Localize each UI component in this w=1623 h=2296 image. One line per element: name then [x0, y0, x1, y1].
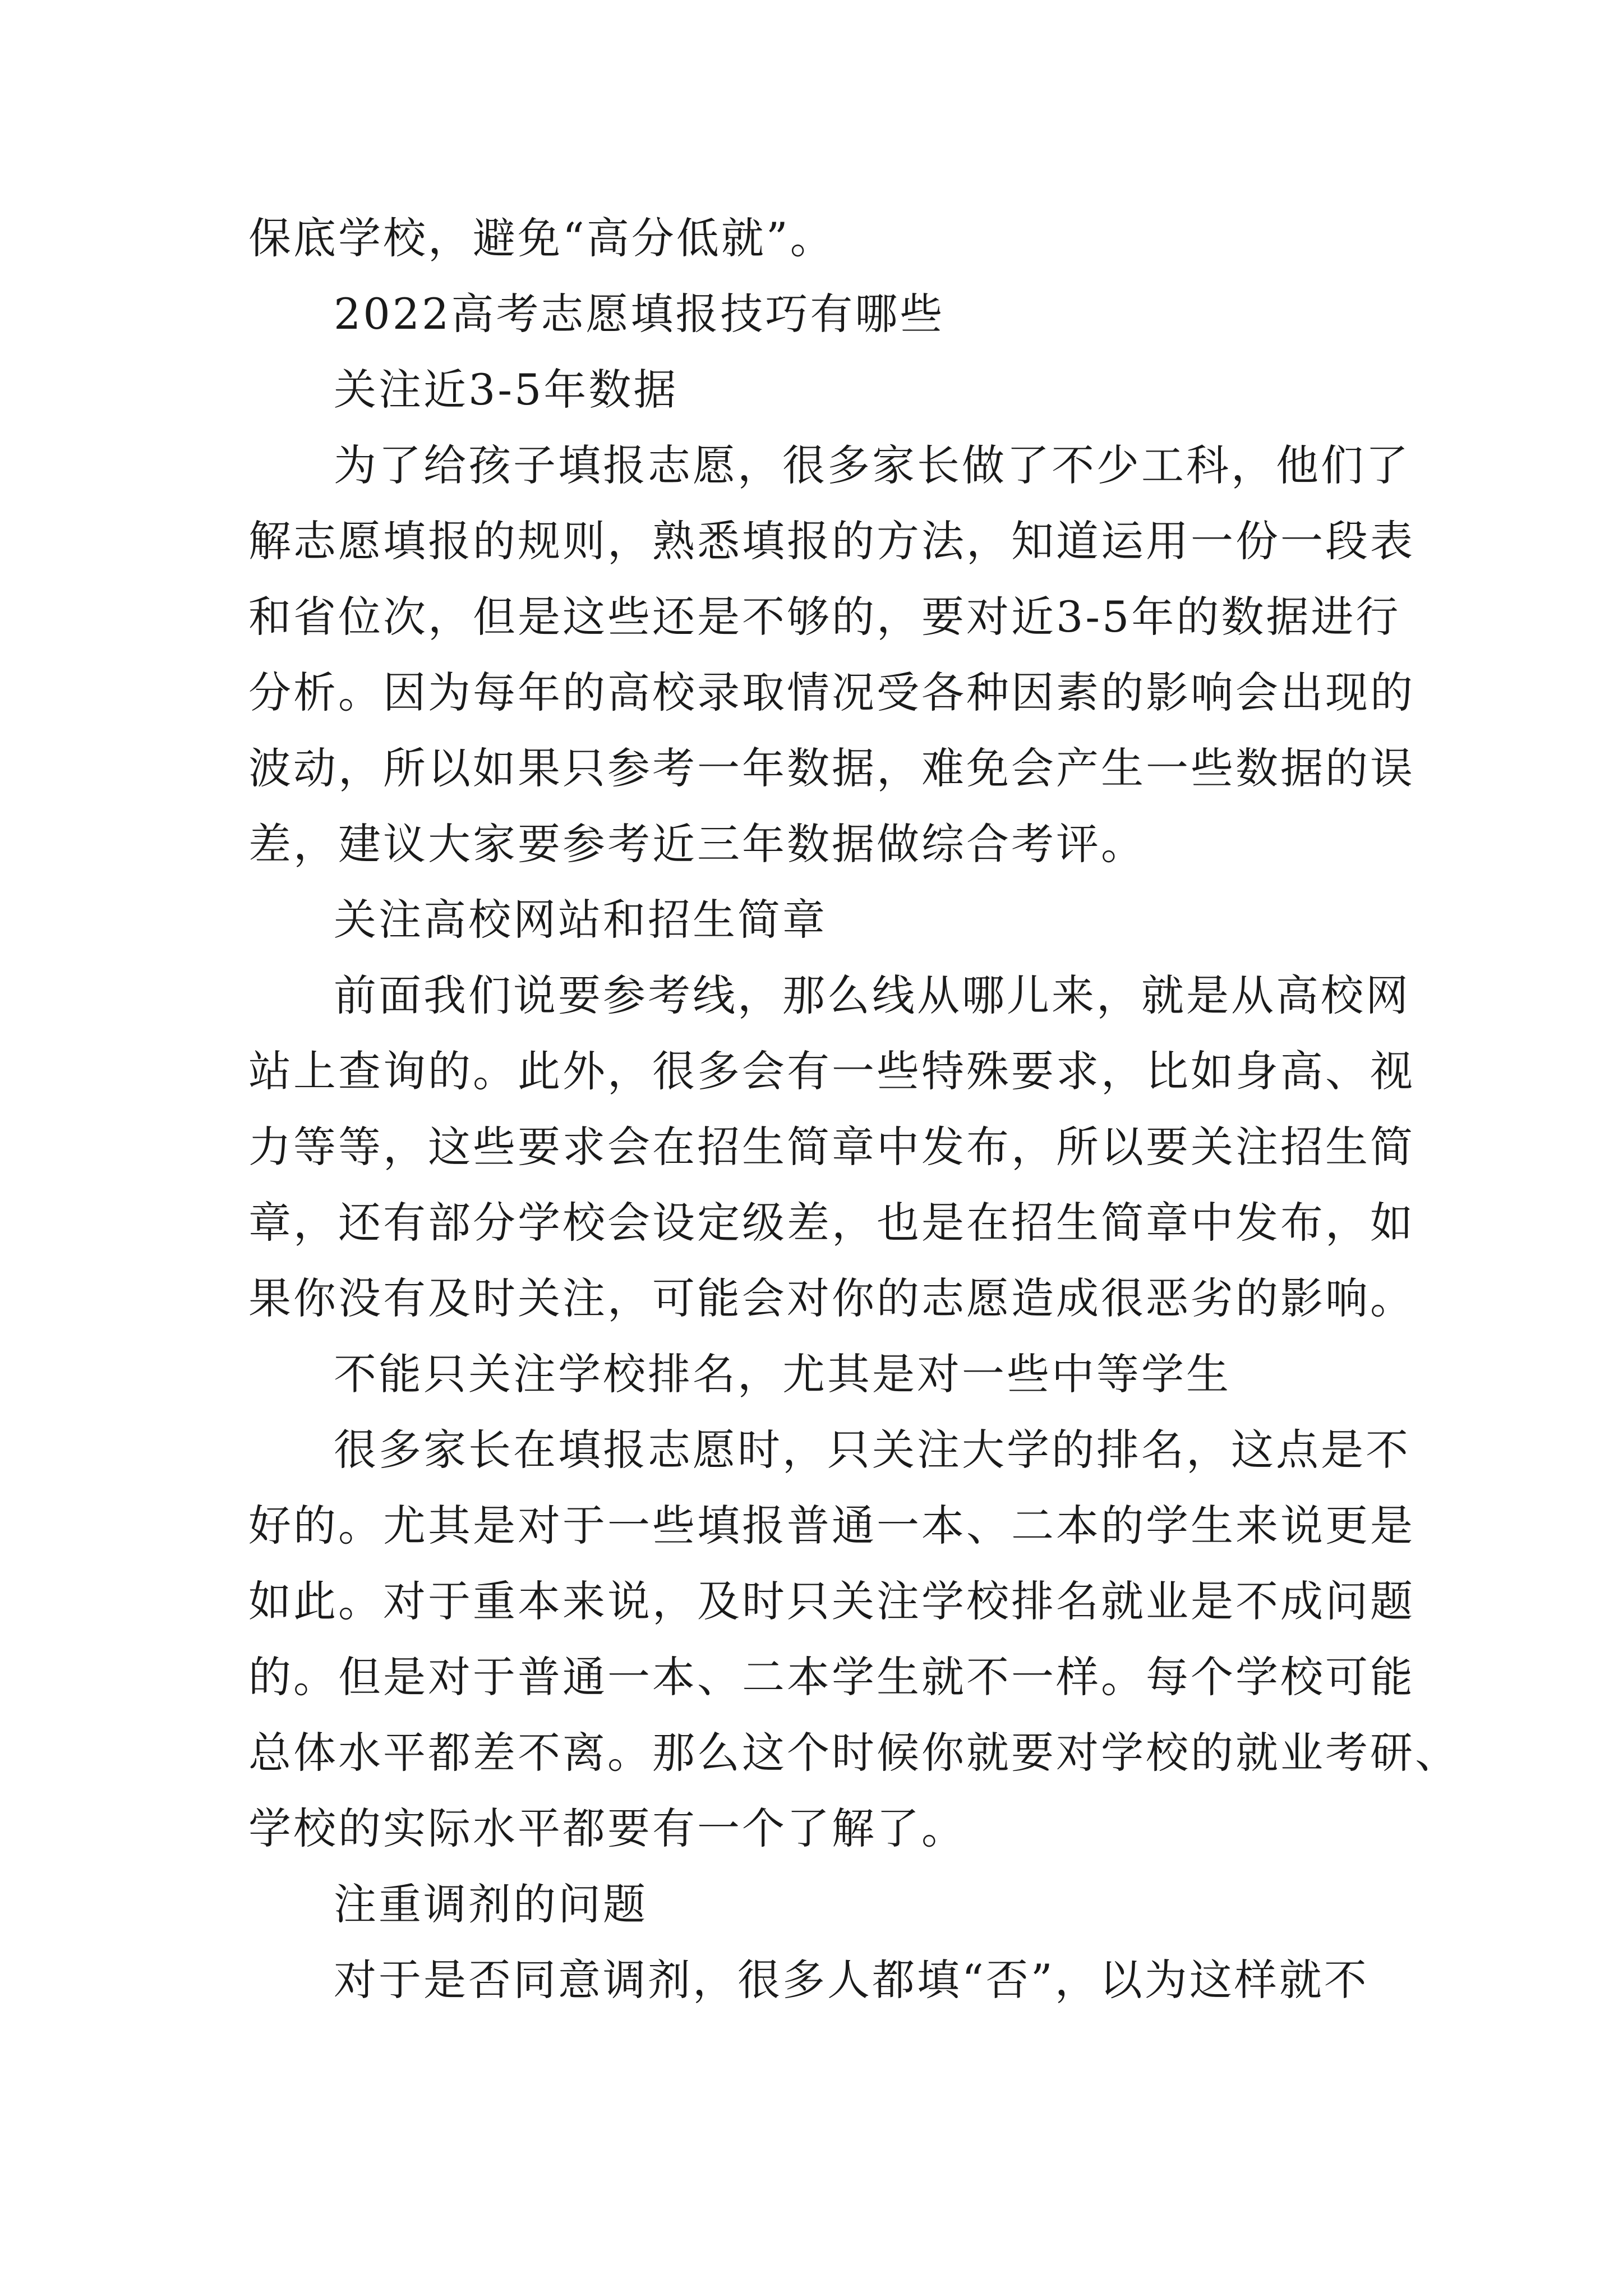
paragraph-line: 差，建议大家要参考近三年数据做综合考评。	[248, 819, 1146, 869]
paragraph-line: 如此。对于重本来说，及时只关注学校排名就业是不成问题	[248, 1576, 1415, 1626]
document-body	[248, 200, 1460, 2018]
paragraph-line: 解志愿填报的规则，熟悉填报的方法，知道运用一份一段表	[248, 516, 1415, 566]
paragraph-line: 对于是否同意调剂，很多人都填“否”，以为这样就不	[334, 1955, 1369, 2005]
paragraph-line: 章，还有部分学校会设定级差，也是在招生简章中发布，如	[248, 1198, 1415, 1248]
section-heading: 关注高校网站和招生简章	[334, 895, 827, 945]
paragraph-line: 站上查询的。此外，很多会有一些特殊要求，比如身高、视	[248, 1046, 1415, 1096]
section-heading: 关注近3-5年数据	[334, 365, 679, 415]
paragraph-line: 的。但是对于普通一本、二本学生就不一样。每个学校可能	[248, 1652, 1415, 1702]
text-line: 保底学校，避免“高分低就”。	[248, 213, 835, 263]
paragraph-line: 好的。尤其是对于一些填报普通一本、二本的学生来说更是	[248, 1501, 1415, 1550]
paragraph-line: 和省位次，但是这些还是不够的，要对近3-5年的数据进行	[248, 592, 1401, 642]
paragraph-line: 果你没有及时关注，可能会对你的志愿造成很恶劣的影响。	[248, 1273, 1415, 1323]
section-heading: 2022高考志愿填报技巧有哪些	[334, 289, 945, 339]
paragraph-line: 前面我们说要参考线，那么线从哪儿来，就是从高校网	[334, 970, 1410, 1020]
section-heading: 注重调剂的问题	[334, 1879, 648, 1929]
paragraph-line: 总体水平都差不离。那么这个时候你就要对学校的就业考研、	[248, 1728, 1460, 1778]
paragraph-line: 力等等，这些要求会在招生简章中发布，所以要关注招生简	[248, 1122, 1415, 1172]
paragraph-line: 学校的实际水平都要有一个了解了。	[248, 1803, 966, 1853]
section-heading: 不能只关注学校排名，尤其是对一些中等学生	[334, 1349, 1231, 1399]
paragraph-line: 波动，所以如果只参考一年数据，难免会产生一些数据的误	[248, 743, 1415, 793]
paragraph-line: 为了给孩子填报志愿，很多家长做了不少工科，他们了	[334, 440, 1410, 490]
paragraph-line: 分析。因为每年的高校录取情况受各种因素的影响会出现的	[248, 668, 1415, 717]
paragraph-line: 很多家长在填报志愿时，只关注大学的排名，这点是不	[334, 1425, 1410, 1475]
